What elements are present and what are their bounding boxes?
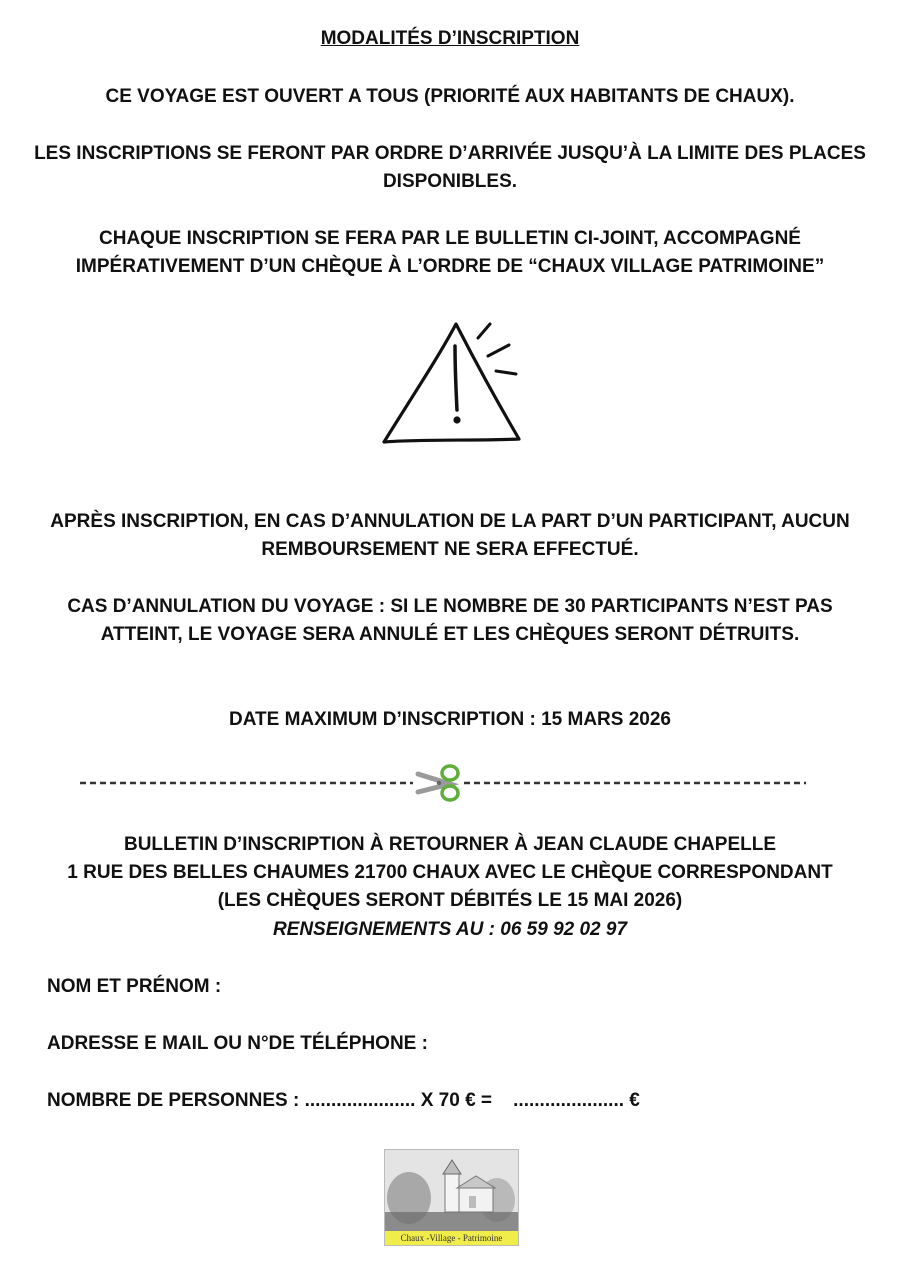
trip-cancellation-text-line2: ATTEINT, LE VOYAGE SERA ANNULÉ ET LES CHÈQUES SERONT DÉTRUITS.	[100, 624, 800, 645]
logo-caption: Chaux -Village - Patrimoine	[385, 1231, 518, 1245]
church-sketch-image	[385, 1150, 518, 1231]
cancellation-text-line2: REMBOURSEMENT NE SERA EFFECTUÉ.	[261, 539, 639, 560]
page-title: MODALITÉS D’INSCRIPTION	[320, 28, 580, 49]
bulletin-return-line3: (LES CHÈQUES SERONT DÉBITÉS LE 15 MAI 2026)	[217, 890, 683, 911]
cut-line	[78, 762, 808, 804]
scissors-icon	[418, 766, 458, 800]
trip-cancellation-text-line1: CAS D’ANNULATION DU VOYAGE : SI LE NOMBRE DE 30 PARTICIPANTS N’EST PAS	[67, 596, 833, 617]
bulletin-return-line1: BULLETIN D’INSCRIPTION À RETOURNER À JEAN CLAUDE CHAPELLE	[123, 834, 776, 855]
cancellation-text-line1: APRÈS INSCRIPTION, EN CAS D’ANNULATION DE LA PART D’UN PARTICIPANT, AUCUN	[50, 511, 850, 532]
arrival-order-text-line1: LES INSCRIPTIONS SE FERONT PAR ORDRE D’ARRIVÉE JUSQU’À LA LIMITE DES PLACES	[34, 143, 866, 164]
persons-count-line: NOMBRE DE PERSONNES : ..................... X 70 € = ..................... €	[47, 1090, 640, 1111]
bulletin-cheque-text-line1: CHAQUE INSCRIPTION SE FERA PAR LE BULLETIN CI-JOINT, ACCOMPAGNÉ	[99, 228, 801, 249]
bulletin-return-line2: 1 RUE DES BELLES CHAUMES 21700 CHAUX AVEC LE CHÈQUE CORRESPONDANT	[67, 862, 833, 883]
info-phone-text: RENSEIGNEMENTS AU : 06 59 92 02 97	[272, 919, 628, 940]
arrival-order-text-line2: DISPONIBLES.	[382, 171, 518, 192]
contact-field-label: ADRESSE E MAIL OU N°DE TÉLÉPHONE :	[47, 1033, 428, 1054]
warning-triangle-icon	[378, 318, 523, 450]
name-field-label: NOM ET PRÉNOM :	[47, 976, 222, 997]
association-logo	[384, 1149, 519, 1246]
open-to-all-text: CE VOYAGE EST OUVERT A TOUS (PRIORITÉ AUX HABITANTS DE CHAUX).	[105, 86, 795, 107]
bulletin-cheque-text-line2: IMPÉRATIVEMENT D’UN CHÈQUE À L’ORDRE DE “CHAUX VILLAGE PATRIMOINE”	[75, 256, 825, 277]
deadline-text: DATE MAXIMUM D’INSCRIPTION : 15 MARS 2026	[229, 709, 671, 730]
